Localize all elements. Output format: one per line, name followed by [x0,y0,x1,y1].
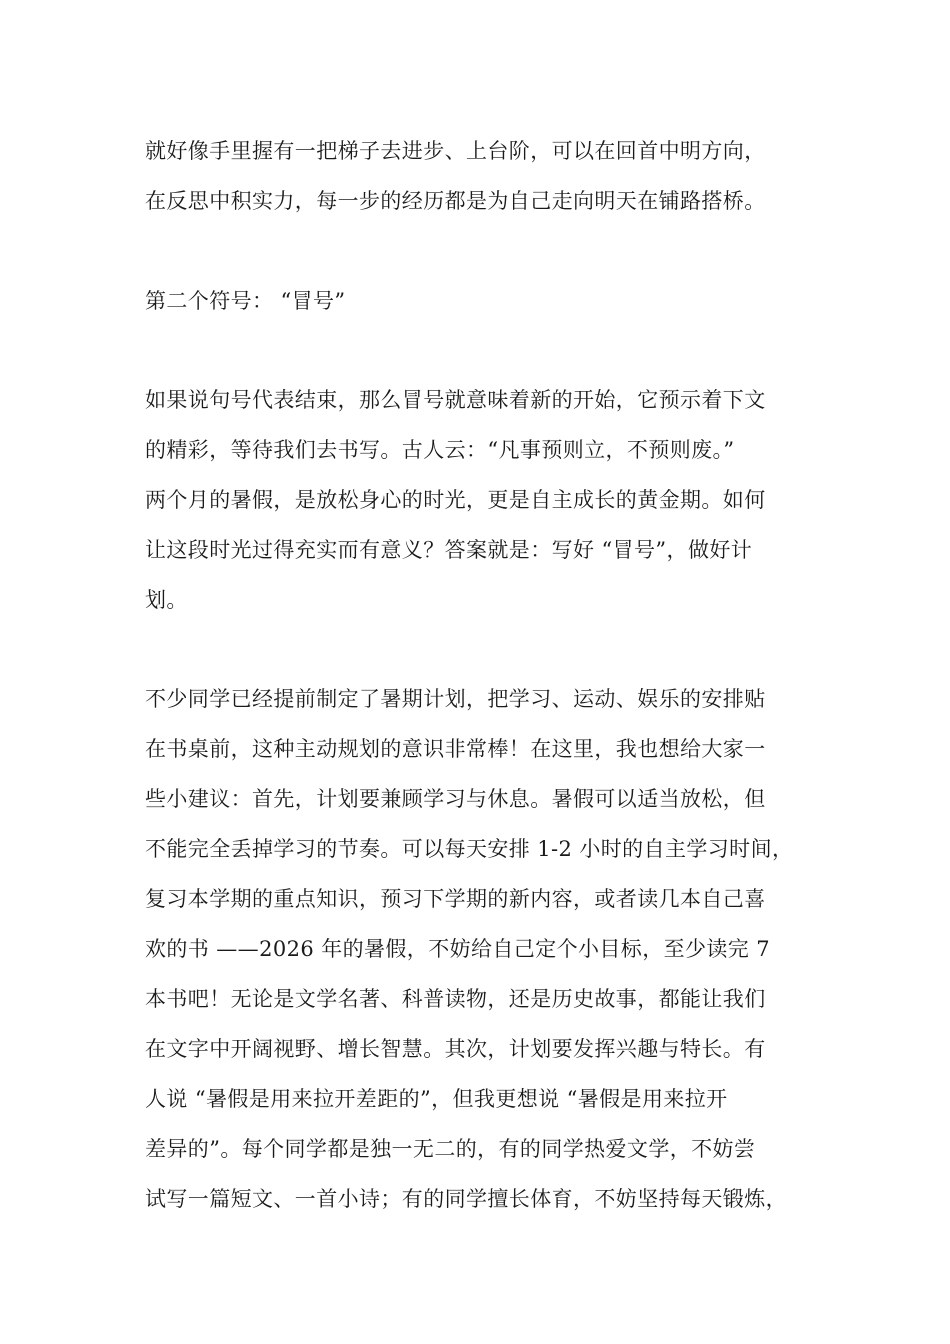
text-line: 不少同学已经提前制定了暑期计划，把学习、运动、娱乐的安排贴 [145,687,766,711]
text-line: 人说 “暑假是用来拉开差距的”，但我更想说 “暑假是用来拉开 [145,1087,728,1111]
text-line: 就好像手里握有一把梯子去进步、上台阶，可以在回首中明方向， [145,139,766,163]
text-line: 复习本学期的重点知识，预习下学期的新内容，或者读几本自己喜 [145,887,766,911]
text-line: 在书桌前，这种主动规划的意识非常棒！在这里，我也想给大家一 [145,737,766,761]
text-line: 欢的书 ——2026 年的暑假，不妨给自己定个小目标，至少读完 7 [145,937,771,961]
text-line: 差异的”。每个同学都是独一无二的，有的同学热爱文学，不妨尝 [145,1137,756,1161]
text-line: 试写一篇短文、一首小诗；有的同学擅长体育，不妨坚持每天锻炼， [145,1187,787,1211]
text-line: 在文字中开阔视野、增长智慧。其次，计划要发挥兴趣与特长。有 [145,1037,766,1061]
text-line: 些小建议：首先，计划要兼顾学习与休息。暑假可以适当放松，但 [145,787,766,811]
text-line: 本书吧！无论是文学名著、科普读物，还是历史故事，都能让我们 [145,987,766,1011]
text-line: 如果说句号代表结束，那么冒号就意味着新的开始，它预示着下文 [145,388,766,412]
text-line: 两个月的暑假，是放松身心的时光，更是自主成长的黄金期。如何 [145,488,766,512]
text-line: 的精彩，等待我们去书写。古人云：“凡事预则立，不预则废。” [145,438,735,462]
text-line: 在反思中积实力，每一步的经历都是为自己走向明天在铺路搭桥。 [145,189,766,213]
heading-line: 第二个符号： “冒号” [145,289,346,313]
text-line: 划。 [145,588,188,612]
text-line: 不能完全丢掉学习的节奏。可以每天安排 1-2 小时的自主学习时间， [145,837,794,861]
text-line: 让这段时光过得充实而有意义？答案就是：写好 “冒号”，做好计 [145,538,753,562]
